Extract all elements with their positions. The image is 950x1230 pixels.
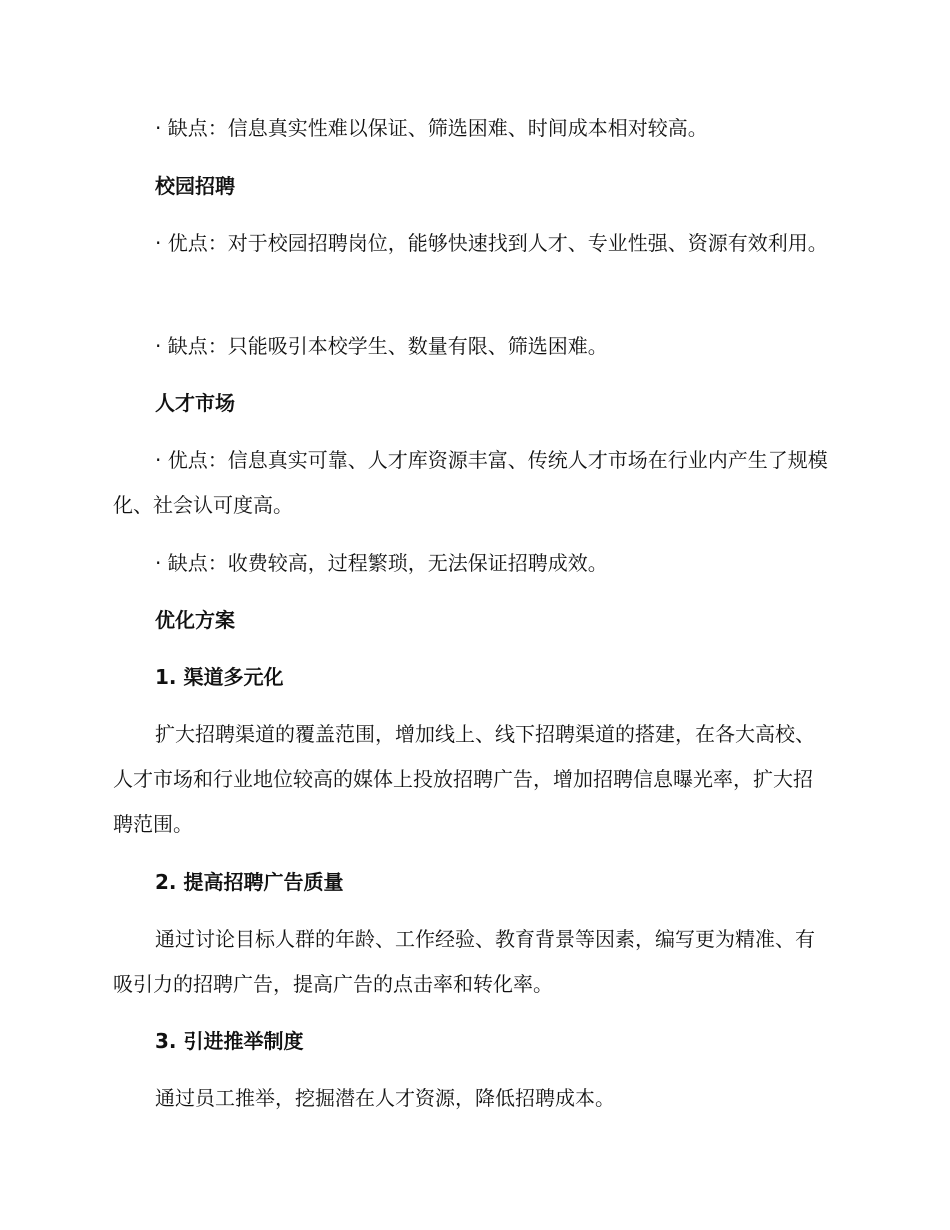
paragraph-channel-diversification: 扩大招聘渠道的覆盖范围，增加线上、线下招聘渠道的搭建，在各大高校、人才市场和行业地位较高的媒体上投放招聘广告，增加招聘信息曝光率，扩大招聘范围。 — [113, 722, 815, 836]
heading-ad-quality: 2. 提高招聘广告质量 — [155, 870, 344, 894]
bullet-talent-market-cons: · 缺点：收费较高，过程繁琐，无法保证招聘成效。 — [155, 551, 608, 575]
heading-referral-system: 3. 引进推举制度 — [155, 1029, 304, 1053]
bullet-talent-market-pros: · 优点：信息真实可靠、人才库资源丰富、传统人才市场在行业内产生了规模化、社会认可度高。 — [113, 448, 828, 517]
heading-optimization-plan: 优化方案 — [155, 608, 235, 632]
paragraph-referral-system: 通过员工推举，挖掘潜在人才资源，降低招聘成本。 — [155, 1086, 615, 1110]
bullet-campus-cons: · 缺点：只能吸引本校学生、数量有限、筛选困难。 — [155, 334, 608, 358]
bullet-campus-online-cons: · 缺点：信息真实性难以保证、筛选困难、时间成本相对较高。 — [155, 116, 708, 140]
bullet-campus-pros: · 优点：对于校园招聘岗位，能够快速找到人才、专业性强、资源有效利用。 — [155, 231, 828, 255]
heading-talent-market: 人才市场 — [155, 391, 235, 415]
heading-campus-recruitment: 校园招聘 — [155, 174, 235, 198]
paragraph-ad-quality: 通过讨论目标人群的年龄、工作经验、教育背景等因素，编写更为精准、有吸引力的招聘广告，提高广告的点击率和转化率。 — [113, 927, 815, 996]
heading-channel-diversification: 1. 渠道多元化 — [155, 665, 284, 689]
